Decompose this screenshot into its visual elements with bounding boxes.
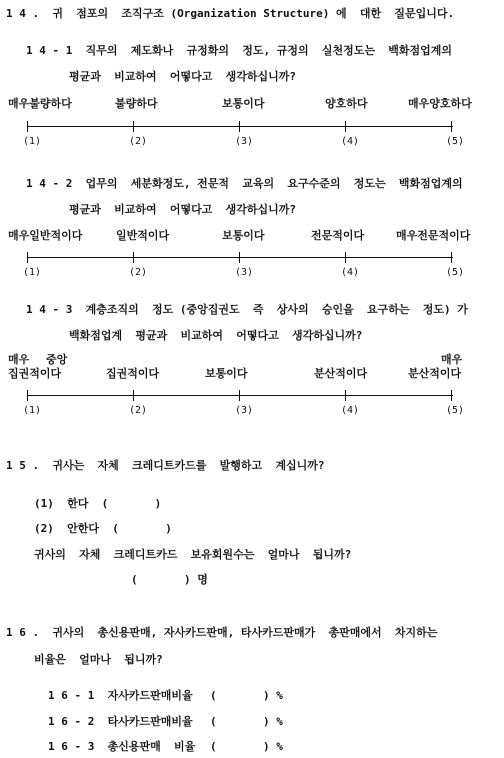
- scale3-label-1-top: 매우: [8, 353, 30, 366]
- scale-tick: [27, 121, 28, 132]
- scale3-number-4: (4): [341, 405, 360, 416]
- scale3-label-4: 분산적이다: [314, 367, 368, 380]
- scale-tick: [345, 252, 346, 263]
- scale2-label-2: 일반적이다: [116, 229, 170, 242]
- scale2-number-5: (5): [446, 267, 465, 278]
- scale1-number-5: (5): [446, 136, 465, 147]
- question-15-member-count-field[interactable]: ( ) 명: [131, 573, 208, 586]
- scale-tick: [451, 390, 452, 401]
- question-16-3-field[interactable]: ( ) %: [210, 740, 283, 753]
- scale3-label-3: 보통이다: [205, 367, 248, 380]
- scale1-label-4: 양호하다: [325, 97, 368, 110]
- scale2-label-5: 매우전문적이다: [396, 229, 471, 242]
- scale3-label-5-top: 매우: [441, 353, 463, 366]
- scale1-label-3: 보통이다: [222, 97, 265, 110]
- scale-tick: [27, 252, 28, 263]
- scale-tick: [133, 252, 134, 263]
- question-14-1-line2: 평균과 비교하여 어떻다고 생각하십니까?: [69, 70, 296, 83]
- question-15-option-1[interactable]: (1) 한다 ( ): [34, 497, 162, 510]
- scale-line: [27, 257, 453, 258]
- scale-line: [27, 395, 453, 396]
- question-14-2-line2: 평균과 비교하여 어떻다고 생각하십니까?: [69, 203, 296, 216]
- question-16-3-label: 1 6 - 3 총신용판매 비율: [48, 740, 196, 753]
- scale2-number-3: (3): [235, 267, 254, 278]
- question-14-title: 1 4 . 귀 점포의 조직구조 (Organization Structure) 에 대한 질문입니다.: [6, 7, 455, 20]
- scale3-number-1: (1): [23, 405, 42, 416]
- scale-tick: [345, 390, 346, 401]
- scale3-number-2: (2): [129, 405, 148, 416]
- scale-tick: [451, 252, 452, 263]
- scale-tick: [133, 390, 134, 401]
- scale-tick: [345, 121, 346, 132]
- scale1-label-1: 매우불량하다: [8, 97, 72, 110]
- question-14-1-line1: 1 4 - 1 직무의 제도화나 규정화의 정도, 규정의 실천정도는 백화점업계의: [26, 44, 452, 57]
- question-15-option-2[interactable]: (2) 안한다 ( ): [34, 522, 172, 535]
- scale3-label-2-top: 중앙: [46, 353, 68, 366]
- scale3-number-3: (3): [235, 405, 254, 416]
- scale1-number-2: (2): [129, 136, 148, 147]
- scale-tick: [239, 121, 240, 132]
- scale3-label-1: 집권적이다: [8, 367, 62, 380]
- scale2-label-1: 매우일반적이다: [8, 229, 83, 242]
- scale2-number-4: (4): [341, 267, 360, 278]
- scale1-number-4: (4): [341, 136, 360, 147]
- question-16-title-line1: 1 6 . 귀사의 총신용판매, 자사카드판매, 타사카드판매가 총판매에서 차지하는: [6, 626, 438, 639]
- question-14-3-line2: 백화점업계 평균과 비교하여 어떻다고 생각하십니까?: [69, 329, 363, 342]
- scale1-label-2: 불량하다: [115, 97, 158, 110]
- scale2-label-4: 전문적이다: [311, 229, 365, 242]
- scale3-label-2: 집권적이다: [106, 367, 160, 380]
- question-16-2-field[interactable]: ( ) %: [210, 715, 283, 728]
- question-14-3-line1: 1 4 - 3 계층조직의 정도 (중앙집권도 즉 상사의 승인을 요구하는 정도) 가: [26, 303, 468, 316]
- scale1-number-1: (1): [23, 136, 42, 147]
- scale-tick: [239, 390, 240, 401]
- question-16-2-label: 1 6 - 2 타사카드판매비율: [48, 715, 193, 728]
- scale-tick: [239, 252, 240, 263]
- scale1-number-3: (3): [235, 136, 254, 147]
- scale-line: [27, 126, 453, 127]
- scale3-number-5: (5): [446, 405, 465, 416]
- scale-tick: [133, 121, 134, 132]
- scale1-label-5: 매우양호하다: [408, 97, 472, 110]
- question-16-1-label: 1 6 - 1 자사카드판매비율: [48, 689, 193, 702]
- scale3-label-5: 분산적이다: [408, 367, 462, 380]
- scale-tick: [27, 390, 28, 401]
- question-15-followup: 귀사의 자체 크레디트카드 보유회원수는 얼마나 됩니까?: [34, 548, 352, 561]
- question-16-title-line2: 비율은 얼마나 됩니까?: [34, 653, 163, 666]
- scale2-label-3: 보통이다: [222, 229, 265, 242]
- scale2-number-1: (1): [23, 267, 42, 278]
- scale-tick: [451, 121, 452, 132]
- question-14-2-line1: 1 4 - 2 업무의 세분화정도, 전문적 교육의 요구수준의 정도는 백화점업계의: [26, 177, 463, 190]
- scale2-number-2: (2): [129, 267, 148, 278]
- question-16-1-field[interactable]: ( ) %: [210, 689, 283, 702]
- question-15-title: 1 5 . 귀사는 자체 크레디트카드를 발행하고 계십니까?: [6, 459, 325, 472]
